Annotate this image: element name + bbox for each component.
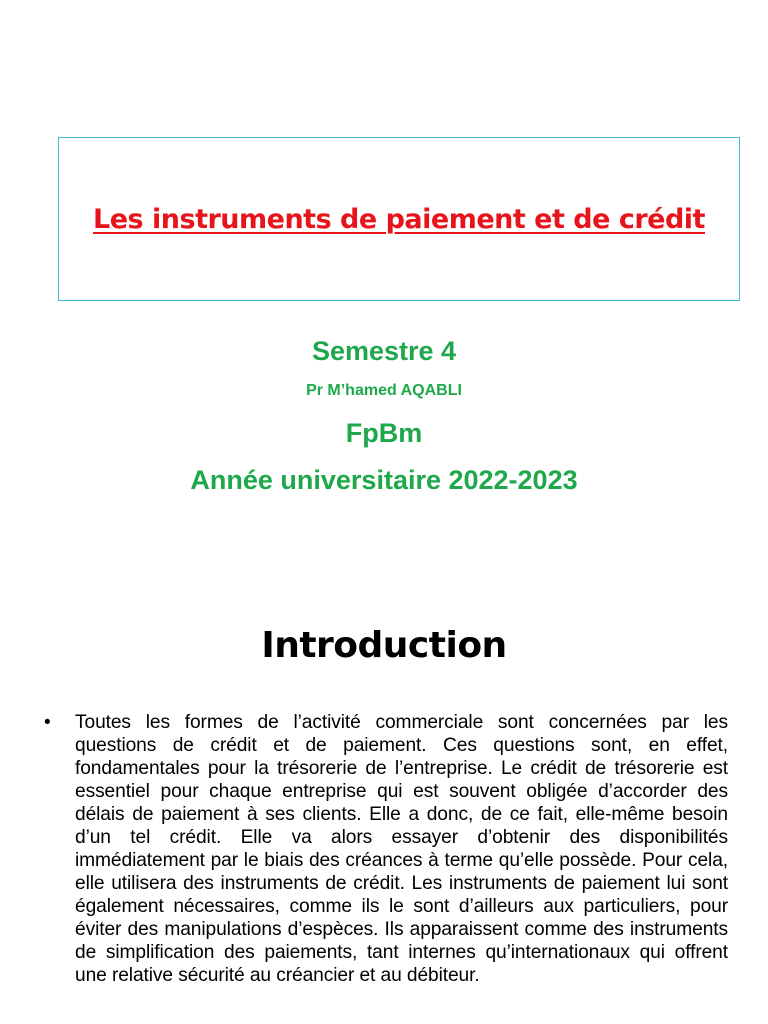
academic-year: Année universitaire 2022-2023 (190, 465, 578, 495)
bullet-list (44, 711, 728, 987)
institution-name: FpBm (345, 418, 423, 448)
title-box (58, 137, 740, 301)
paragraph-text: Toutes les formes de l’activité commerciale sont concernées par les questions de crédit et de paiement. Ces questions sont, en effet, fondamentales pour la trésorerie de l’entreprise. Le crédit de trésorerie est essentiel pour chaque entreprise qui est souvent obligée d’accorder des délais de paiement à ses clients. Elle a donc, de ce fait, elle-même besoin d’un tel crédit. Elle va alors essayer d’obtenir des disponibilités immédiatement par le biais des créances à terme qu’elle possède. Pour cela, elle utilisera des instruments de crédit. Les instruments de paiement lui sont également nécessaires, comme ils le sont d’ailleurs aux particuliers, pour éviter des manipulations d’espèces. Ils apparaissent comme des instruments de simplification des paiements, tant internes qu’internationaux qui offrent une relative sécurité au créancier et au débiteur. (75, 712, 728, 986)
section-heading: Introduction (261, 625, 507, 666)
bullet-icon: • (44, 712, 51, 733)
professor-name: Pr M’hamed AQABLI (306, 382, 462, 399)
list-item (44, 711, 728, 987)
semester-label: Semestre 4 (311, 336, 457, 366)
page-title: Les instruments de paiement et de crédit (93, 203, 705, 235)
